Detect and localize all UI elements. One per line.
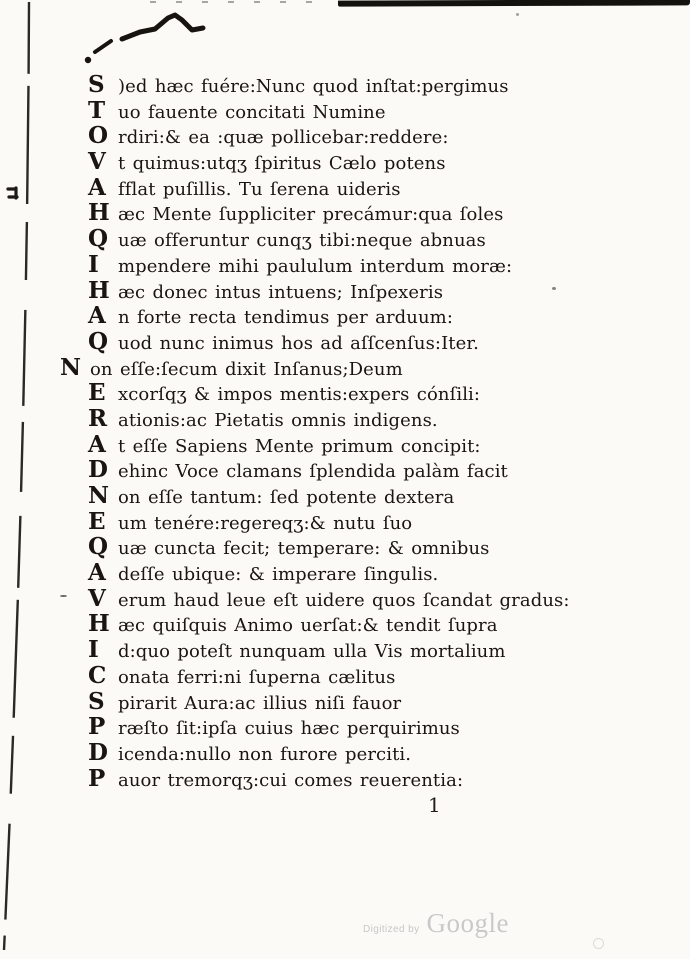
drop-capital: H	[88, 610, 110, 638]
drop-capital: Q	[88, 533, 109, 561]
verse-line-text: icenda:nullo non furore perciti.	[118, 743, 412, 765]
verse-line-text: æc quiſquis Animo uerſat:& tendit ſupra	[118, 615, 498, 637]
drop-capital: N	[88, 482, 110, 509]
verse-line	[88, 252, 648, 278]
verse-line-text: ræſto ſit:ipſa cuius hæc perquirimus	[118, 718, 460, 740]
google-watermark	[363, 908, 509, 939]
verse-line-text: mpendere mihi paululum interdum moræ:	[118, 255, 513, 277]
verse-line-text: xcorſqʒ & impos mentis:expers cónſili:	[118, 384, 481, 406]
verse-line-text: deſſe ubique: & imperare ſingulis.	[118, 564, 439, 586]
drop-capital: Q	[88, 327, 109, 355]
drop-capital: E	[88, 379, 106, 407]
drop-capital: R	[88, 404, 108, 432]
verse-line	[88, 380, 648, 406]
verse-line	[88, 72, 648, 98]
verse-line-text: uæ cuncta fecit; temperare: & omnibus	[118, 538, 490, 560]
verse-line-text: um tenére:regereqʒ:& nutu ſuo	[118, 512, 413, 534]
drop-capital: N	[60, 353, 82, 381]
verse-line-text: æc Mente ſuppliciter precámur:qua ſoles	[118, 204, 504, 226]
watermark-prefix-text: Digitized by	[363, 924, 420, 935]
verse-line	[88, 457, 648, 483]
verse-line	[88, 663, 648, 689]
margin-ink-mark	[6, 186, 22, 204]
verse-line-text: on eſſe tantum: ſed potente dextera	[118, 487, 455, 508]
drop-capital: S	[88, 71, 105, 98]
verse-line-text: uæ offeruntur cunqʒ tibi:neque abnuas	[118, 230, 486, 252]
verse-line	[60, 355, 648, 381]
verse-line	[88, 611, 648, 637]
verse-line	[88, 483, 648, 509]
drop-capital: H	[88, 199, 110, 227]
drop-capital: O	[88, 122, 109, 150]
verse-line	[88, 714, 648, 740]
verse-line-text: rdiri:& ea :quæ pollicebar:reddere:	[118, 127, 449, 149]
verse-line	[88, 689, 648, 715]
drop-capital: D	[88, 738, 108, 766]
verse-line	[88, 149, 648, 175]
verse-line	[88, 303, 648, 329]
verse-line-text: uo fauente concitati Numine	[118, 101, 386, 123]
verse-line-text: æc donec intus intuens; Inſpexeris	[118, 281, 444, 303]
verse-line	[88, 560, 648, 586]
verse-line-text: ationis:ac Pietatis omnis indigens.	[118, 409, 438, 431]
verse-line-text: d:quo poteſt nunquam ulla Vis mortalium	[118, 641, 506, 663]
verse-line-text: uod nunc inimus hos ad aſſcenſus:Iter.	[118, 332, 479, 354]
verse-line	[88, 432, 648, 458]
verse-line-text: on eſſe:ſecum dixit Inſanus;Deum	[90, 358, 403, 380]
scan-speck	[60, 595, 67, 597]
page-number: 1	[428, 793, 441, 817]
verse-line	[88, 586, 648, 612]
verse-line	[88, 329, 648, 355]
drop-capital: Q	[88, 225, 109, 253]
verse-line-text: onata ferri:ni ſuperna cælitus	[118, 666, 396, 688]
verse-line-text: ehinc Voce clamans ſplendida palàm facit	[118, 461, 508, 483]
verse-line	[88, 534, 648, 560]
drop-capital: H	[88, 276, 110, 304]
verse-line	[88, 509, 648, 535]
verse-line-text: fflat puſillis. Tu ſerena uideris	[118, 178, 401, 200]
drop-capital: D	[88, 456, 108, 484]
verse-line	[88, 98, 648, 124]
verse-line-text: t quimus:utqʒ ſpiritus Cælo potens	[118, 153, 446, 175]
drop-capital: A	[88, 173, 106, 201]
scan-speck	[516, 13, 519, 16]
verse-line-text: pirarit Aura:ac illius niſi fauor	[118, 692, 402, 714]
verse-line	[88, 637, 648, 663]
drop-capital: A	[88, 430, 106, 458]
drop-capital: I	[88, 636, 99, 664]
drop-capital: P	[88, 713, 106, 741]
drop-capital: C	[88, 661, 107, 689]
verse-line	[88, 278, 648, 304]
verse-line	[88, 123, 648, 149]
verse-line	[88, 175, 648, 201]
scan-speck	[593, 938, 604, 949]
verse-line	[88, 200, 648, 226]
verse-text-block	[60, 71, 648, 792]
drop-capital: V	[88, 148, 106, 176]
drop-capital: P	[88, 764, 106, 792]
verse-line-text: n forte recta tendimus per arduum:	[118, 307, 454, 329]
verse-line	[88, 406, 648, 432]
drop-capital: I	[88, 250, 99, 278]
verse-line-text: erum haud leue eſt uidere quos ſcandat gradus:	[118, 589, 570, 611]
drop-capital: T	[88, 96, 106, 124]
verse-line	[88, 226, 648, 252]
verse-line-text: auor tremorqʒ:cui comes reuerentia:	[118, 769, 464, 791]
drop-capital: E	[88, 507, 106, 535]
verse-line-text: )ed hæc fuére:Nunc quod inſtat:pergimus	[118, 76, 509, 97]
google-logo: Google	[426, 908, 509, 938]
drop-capital: S	[88, 687, 105, 715]
verse-line-text: t eſſe Sapiens Mente primum concipit:	[118, 435, 481, 457]
drop-capital: A	[88, 559, 106, 587]
drop-capital: A	[88, 302, 106, 330]
drop-capital: V	[88, 584, 106, 612]
verse-line	[88, 766, 648, 792]
verse-line	[88, 740, 648, 766]
